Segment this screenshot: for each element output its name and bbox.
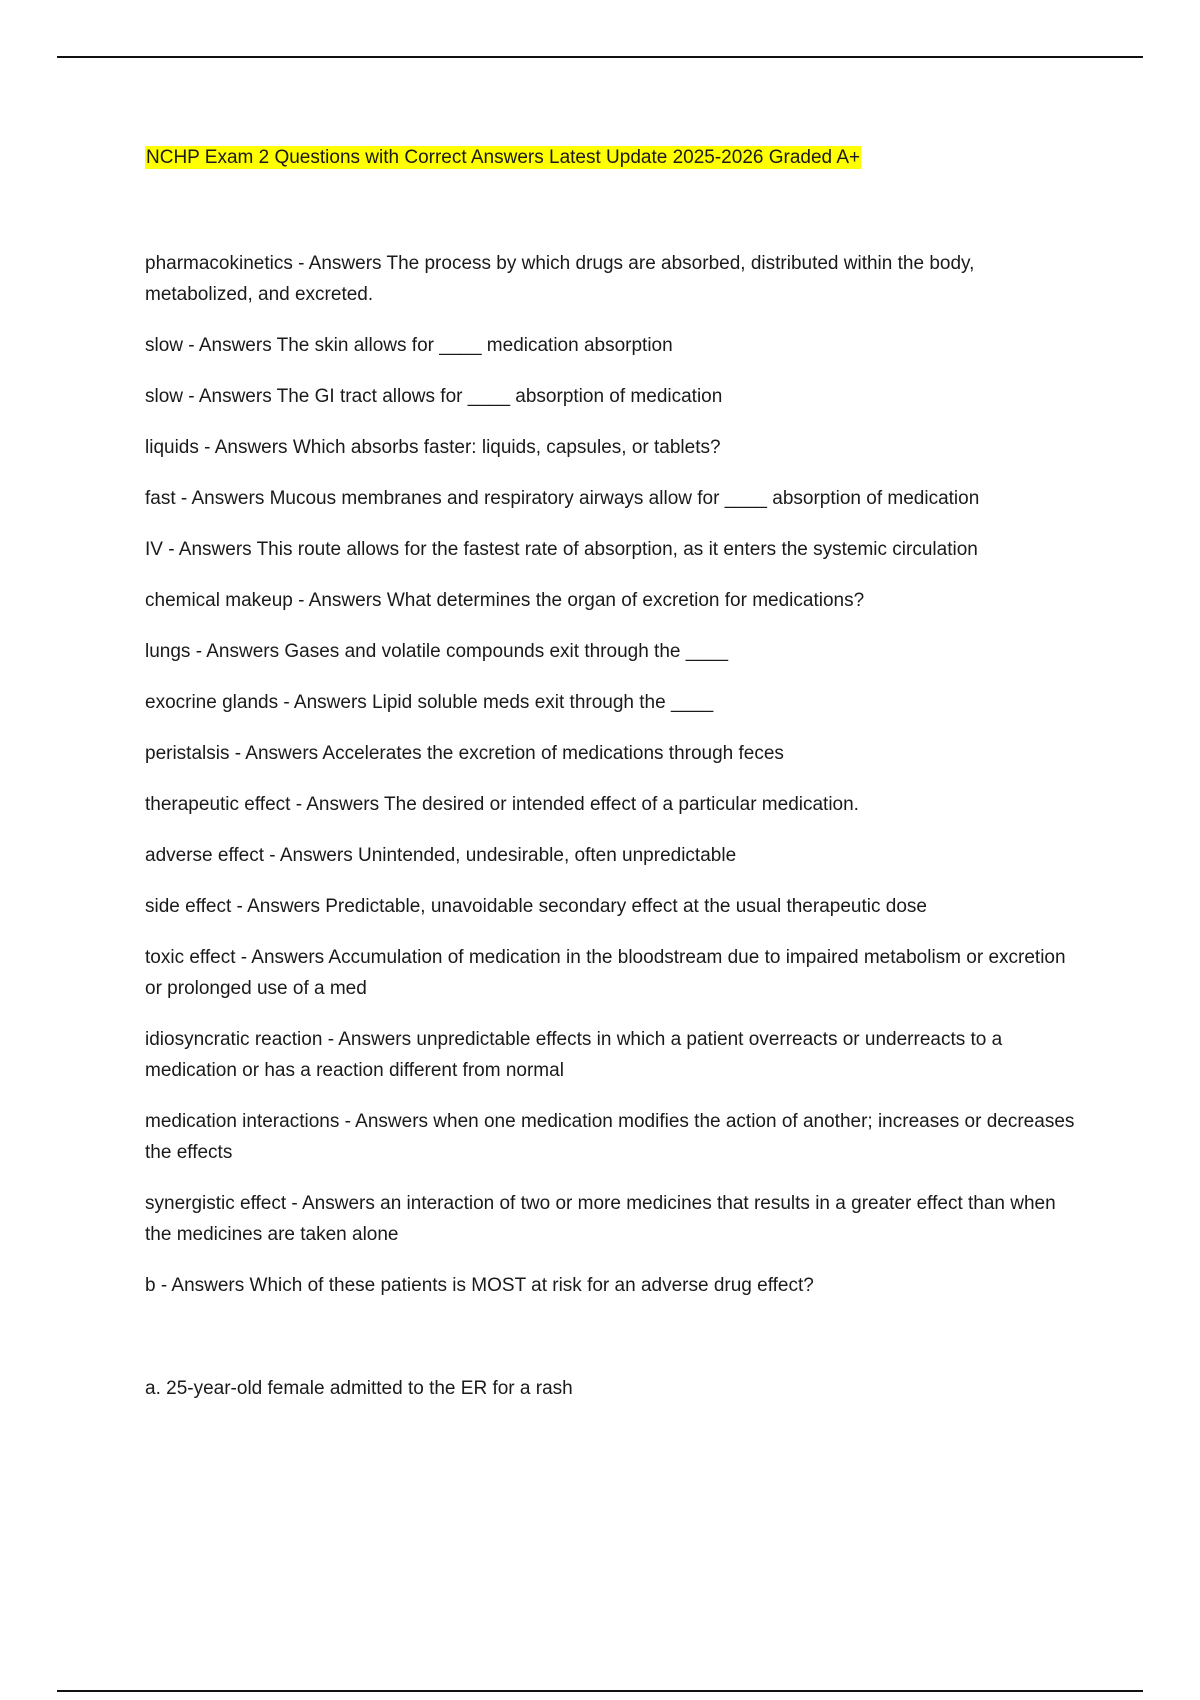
bottom-rule [57,1690,1143,1692]
qa-item-mucous-membranes: fast - Answers Mucous membranes and respiratory airways allow for ____ absorption of medication [145,488,980,509]
qa-list [145,248,1085,1424]
qa-item-peristalsis: peristalsis - Answers Accelerates the excretion of medications through feces [145,743,784,764]
qa-item-medication-interactions: medication interactions - Answers when one medication modifies the action of another; increases or decreases the effects [145,1111,1075,1163]
qa-item-synergistic-effect: synergistic effect - Answers an interaction of two or more medicines that results in a greater effect than when the medicines are taken alone [145,1193,1056,1245]
top-rule [57,56,1143,58]
qa-item-option-a: a. 25-year-old female admitted to the ER for a rash [145,1378,573,1399]
qa-item-lungs: lungs - Answers Gases and volatile compounds exit through the ____ [145,641,729,662]
qa-item-skin-absorption: slow - Answers The skin allows for ____ medication absorption [145,335,673,356]
qa-item-gi-absorption: slow - Answers The GI tract allows for ____ absorption of medication [145,386,723,407]
qa-item-adverse-effect: adverse effect - Answers Unintended, undesirable, often unpredictable [145,845,737,866]
qa-item-exocrine-glands: exocrine glands - Answers Lipid soluble meds exit through the ____ [145,692,714,713]
document-title-wrap [145,146,861,170]
qa-item-therapeutic-effect: therapeutic effect - Answers The desired or intended effect of a particular medication. [145,794,859,815]
qa-item-chemical-makeup: chemical makeup - Answers What determines the organ of excretion for medications? [145,590,865,611]
document-title: NCHP Exam 2 Questions with Correct Answers Latest Update 2025-2026 Graded A+ [146,147,861,168]
qa-item-iv-route: IV - Answers This route allows for the fastest rate of absorption, as it enters the systemic circulation [145,539,978,560]
qa-item-idiosyncratic-reaction: idiosyncratic reaction - Answers unpredictable effects in which a patient overreacts or underreacts to a medication or has a reaction different from normal [145,1029,1003,1081]
qa-item-liquids: liquids - Answers Which absorbs faster: liquids, capsules, or tablets? [145,437,721,458]
qa-item-adverse-risk-question: b - Answers Which of these patients is MOST at risk for an adverse drug effect? [145,1275,814,1296]
qa-item-pharmacokinetics: pharmacokinetics - Answers The process by which drugs are absorbed, distributed within the body, metabolized, and excreted. [145,253,975,305]
qa-item-toxic-effect: toxic effect - Answers Accumulation of medication in the bloodstream due to impaired metabolism or excretion or prolonged use of a med [145,947,1066,999]
qa-item-side-effect: side effect - Answers Predictable, unavoidable secondary effect at the usual therapeutic dose [145,896,927,917]
